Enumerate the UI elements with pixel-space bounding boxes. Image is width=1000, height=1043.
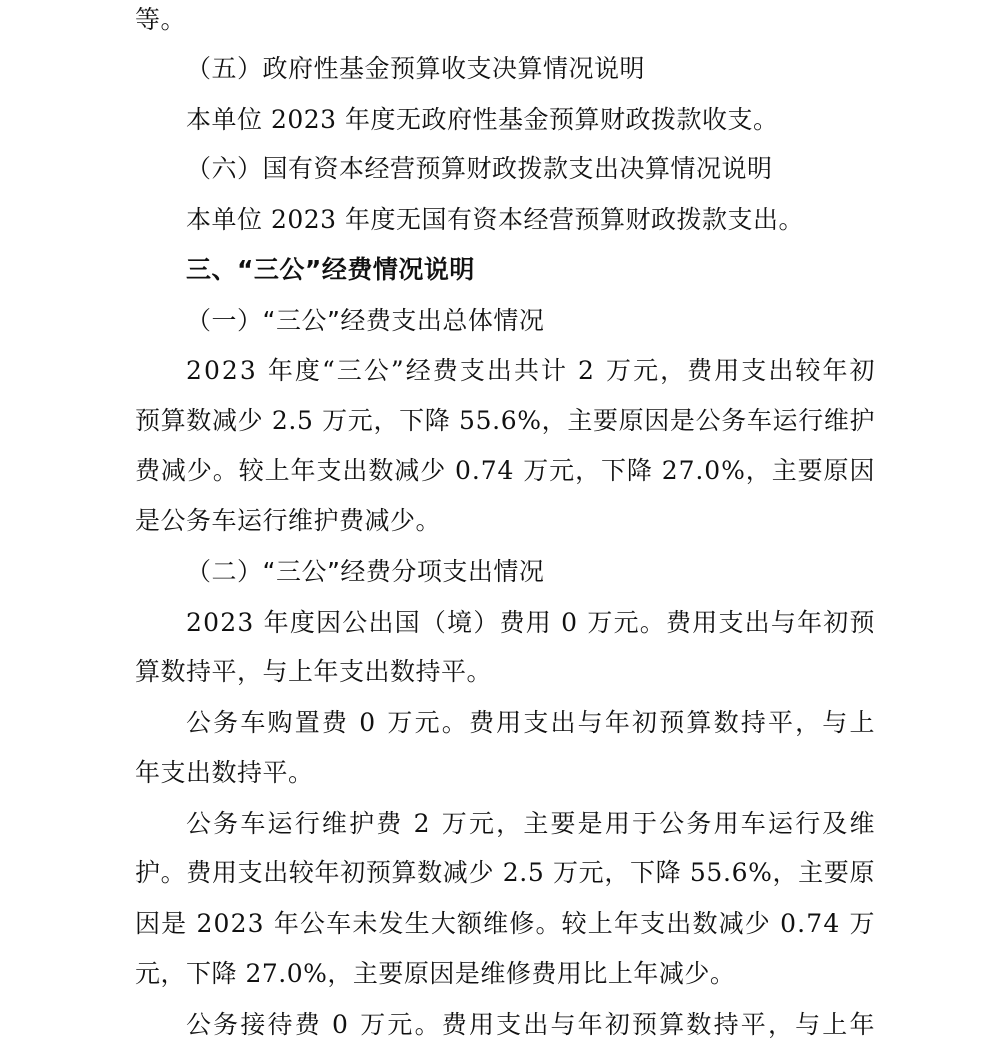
text-line: 等。: [135, 5, 187, 34]
text-line: 预算数减少 2.5 万元，下降 55.6%，主要原因是公务车运行维护: [135, 406, 876, 435]
section-heading: （六）国有资本经营预算财政拨款支出决算情况说明: [186, 154, 773, 183]
section-heading: （五）政府性基金预算收支决算情况说明: [186, 54, 646, 83]
text-line: 是公务车运行维护费减少。: [135, 506, 442, 535]
section-heading: （二）“三公”经费分项支出情况: [186, 557, 545, 586]
text-line: 费减少。较上年支出数减少 0.74 万元，下降 27.0%，主要原因: [135, 456, 876, 485]
section-heading: （一）“三公”经费支出总体情况: [186, 306, 545, 335]
text-line: 公务车购置费 0 万元。费用支出与年初预算数持平，与上: [186, 708, 877, 737]
text-line: 因是 2023 年公车未发生大额维修。较上年支出数减少 0.74 万: [135, 909, 876, 938]
text-line: 算数持平，与上年支出数持平。: [135, 657, 493, 686]
text-line: 公务车运行维护费 2 万元，主要是用于公务用车运行及维: [186, 809, 877, 838]
text-line: 2023 年度因公出国（境）费用 0 万元。费用支出与年初预: [186, 608, 876, 637]
text-line: 公务接待费 0 万元。费用支出与年初预算数持平，与上年: [186, 1010, 877, 1039]
chapter-heading: 三、“三公”经费情况说明: [186, 255, 475, 284]
text-line: 年支出数持平。: [135, 758, 314, 787]
text-line: 护。费用支出较年初预算数减少 2.5 万元，下降 55.6%，主要原: [135, 858, 876, 887]
text-line: 2023 年度“三公”经费支出共计 2 万元，费用支出较年初: [186, 356, 877, 385]
text-line: 本单位 2023 年度无政府性基金预算财政拨款收支。: [186, 105, 779, 134]
text-line: 本单位 2023 年度无国有资本经营预算财政拨款支出。: [186, 205, 805, 234]
text-line: 元，下降 27.0%，主要原因是维修费用比上年减少。: [135, 959, 736, 988]
